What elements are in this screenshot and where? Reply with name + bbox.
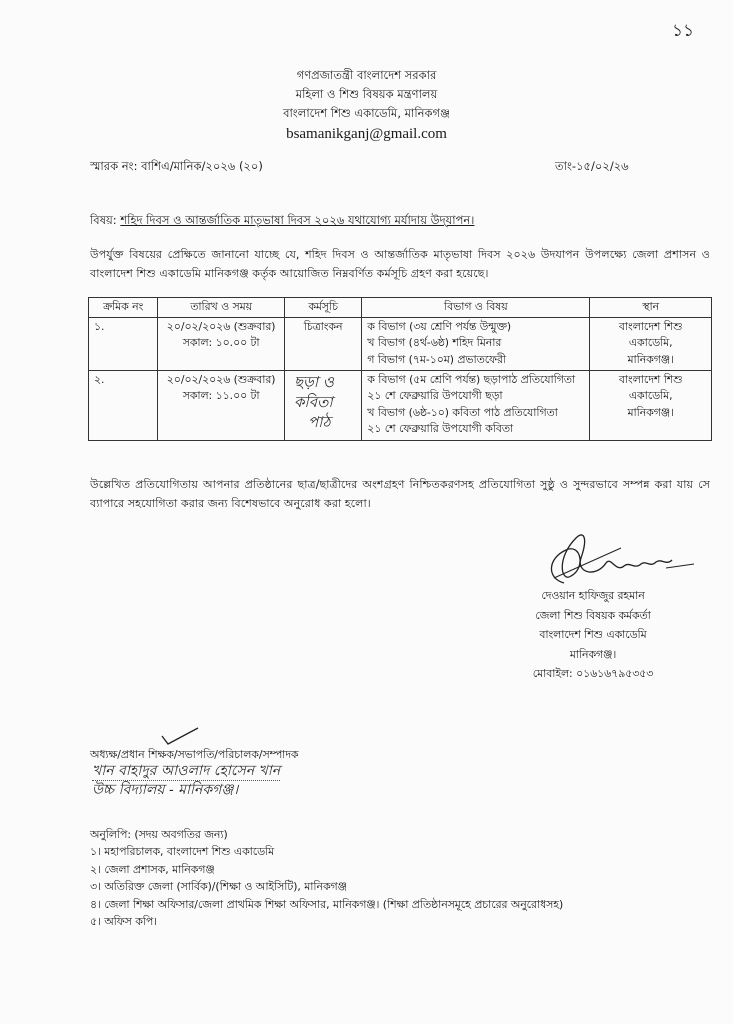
signature-icon [526, 528, 696, 588]
subject-item: খ বিভাগ (৬ষ্ঠ-১০) কবিতা পাঠ প্রতিযোগিতা [367, 405, 558, 419]
subject-line [90, 212, 474, 231]
office-email: bsamanikganj@gmail.com [286, 126, 447, 142]
subject-item: ক বিভাগ (৫ম শ্রেণি পর্যন্ত) ছড়াপাঠ প্রতিযোগিতা [367, 372, 576, 386]
subject-item: ক বিভাগ (৩য় শ্রেণি পর্যন্ত উন্মুক্ত) [367, 319, 512, 333]
cc-item: ৫। অফিস কপি। [90, 915, 158, 929]
subject-item: ২১ শে ফেব্রুয়ারি উপযোগী ছড়া [367, 389, 503, 402]
program-table [88, 297, 712, 441]
cell-date-time [158, 370, 285, 440]
subject-item: ২১ শে ফেব্রুয়ারি উপযোগী কবিতা [367, 422, 514, 435]
cell-serial: ২. [89, 370, 158, 440]
venue-line: মানিকগঞ্জ। [627, 405, 674, 419]
page-number: ১১ [672, 21, 695, 41]
signatory-location: মানিকগঞ্জ। [569, 647, 617, 661]
event-date: ২০/০২/২০২৬ (শুক্রবার) [166, 319, 276, 333]
cell-program-handwritten [284, 370, 361, 440]
memo-date: তাং-১৫/০২/২৬ [555, 159, 629, 173]
cc-title: অনুলিপি: (সদয় অবগতির জন্য) [90, 828, 228, 841]
header-date-time: তারিখ ও সময় [158, 298, 285, 318]
intro-paragraph: উপর্যুক্ত বিষয়ের প্রেক্ষিতে জানানো যাচ্ছে যে, শহিদ দিবস ও আন্তর্জাতিক মাতৃভাষা দিবস ২০২৬ উদযাপন উপলক্ষ্যে জেলা প্রশাসন ও বাংলাদেশ শিশু একাডেমি মানিকগঞ্জ কর্তৃক আয়োজিত নিম্নবর্ণিত কর্মসূচি গ্রহণ করা হয়েছে। [90, 248, 710, 280]
header-program: কর্মসূচি [284, 298, 361, 318]
cell-date-time [158, 317, 285, 370]
table-header-row [89, 298, 712, 318]
cell-serial: ১. [89, 317, 158, 370]
ministry-name: মহিলা ও শিশু বিষয়ক মন্ত্রণালয় [295, 87, 438, 101]
table-row [89, 370, 712, 440]
cc-item: ২। জেলা প্রশাসক, মানিকগঞ্জ [90, 862, 215, 876]
subject-item: খ বিভাগ (৪র্থ-৬ষ্ঠ) শহিদ মিনার [367, 336, 502, 349]
signatory-mobile: মোবাইল: ০১৬১৬৭৯৫৩৫৩ [532, 667, 654, 680]
subject-item: গ বিভাগ (৭ম-১০ম) প্রভাতফেরী [367, 352, 506, 366]
handwritten-program-line: ছড়া ও [293, 372, 334, 391]
venue-line: বাংলাদেশ শিশু [618, 372, 683, 386]
handwritten-program-line: কবিতা [293, 392, 333, 411]
signatory-designation: জেলা শিশু বিষয়ক কর্মকর্তা [535, 608, 651, 622]
office-name: বাংলাদেশ শিশু একাডেমি, মানিকগঞ্জ [283, 106, 450, 120]
header-category-subject: বিভাগ ও বিষয় [362, 298, 590, 318]
venue-line: একাডেমি, [628, 336, 673, 349]
memo-reference: স্মারক নং: বাশিএ/মানিক/২০২৬ (২০) [90, 159, 263, 173]
subject-text: শহিদ দিবস ও আন্তর্জাতিক মাতৃভাষা দিবস ২০২৬ যথাযোগ্য মর্যাদায় উদ্‌যাপন। [120, 213, 475, 227]
header-venue: স্থান [590, 298, 712, 318]
event-time: সকাল: ১০.০০ টা [182, 336, 260, 349]
recipient-school-location: উচ্চ বিদ্যালয় - মানিকগঞ্জ। [92, 782, 239, 798]
subject-label: বিষয়: [90, 213, 117, 227]
venue-line: বাংলাদেশ শিশু [618, 319, 683, 333]
event-time: সকাল: ১১.০০ টা [182, 389, 260, 402]
signatory-name: দেওয়ান হাফিজুর রহমান [541, 589, 645, 602]
cell-venue [590, 317, 712, 370]
signatory-office: বাংলাদেশ শিশু একাডেমি [539, 628, 647, 641]
government-name: গণপ্রজাতন্ত্রী বাংলাদেশ সরকার [296, 68, 437, 82]
recipient-school-name: খান বাহাদুর আওলাদ হোসেন খান [92, 763, 281, 779]
venue-line: মানিকগঞ্জ। [627, 352, 674, 366]
cc-item: ৩। অতিরিক্ত জেলা (সার্বিক)/(শিক্ষা ও আইসিটি), মানিকগঞ্জ [90, 880, 347, 894]
header-serial: ক্রমিক নং [89, 298, 158, 318]
cell-program: চিত্রাংকন [284, 317, 361, 370]
recipient-handwritten [92, 762, 280, 799]
recipient-role: অধ্যক্ষ/প্রধান শিক্ষক/সভাপতি/পরিচালক/সম্পাদক [90, 748, 299, 761]
cc-item: ৪। জেলা শিক্ষা অফিসার/জেলা প্রাথমিক শিক্ষা অফিসার, মানিকগঞ্জ। (শিক্ষা প্রতিষ্ঠানসমূহে প্রচারের অনুরোধসহ) [90, 897, 564, 911]
cell-subjects [362, 317, 590, 370]
cc-list [90, 843, 563, 931]
table-row [89, 317, 712, 370]
venue-line: একাডেমি, [628, 389, 673, 402]
cell-venue [590, 370, 712, 440]
check-mark-icon [160, 726, 200, 746]
request-paragraph: উল্লেখিত প্রতিযোগিতায় আপনার প্রতিষ্ঠানের ছাত্র/ছাত্রীদের অংশগ্রহণ নিশ্চিতকরণসহ প্রতিযোগিতা সুষ্ঠু ও সুন্দরভাবে সম্পন্ন করা যায় সে ব্যাপারে সহযোগিতা করার জন্য বিশেষভাবে অনুরোধ করা হলো। [90, 478, 710, 510]
cc-item: ১। মহাপরিচালক, বাংলাদেশ শিশু একাডেমি [90, 845, 275, 858]
letterhead [0, 66, 733, 145]
event-date: ২০/০২/২০২৬ (শুক্রবার) [166, 372, 276, 386]
cell-subjects [362, 370, 590, 440]
handwritten-program-line: পাঠ [307, 412, 331, 431]
